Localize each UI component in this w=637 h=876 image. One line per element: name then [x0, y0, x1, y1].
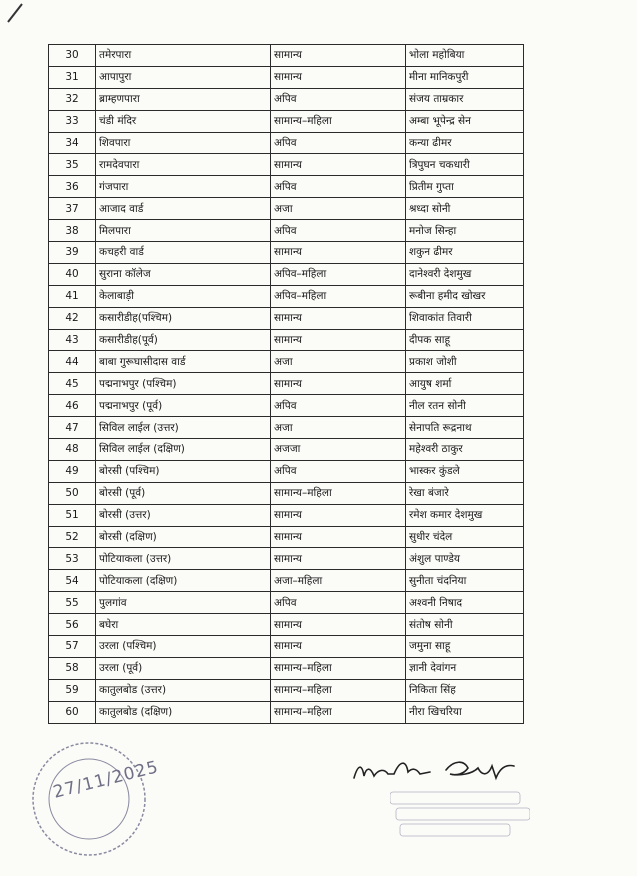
table-row [49, 482, 524, 504]
reservation-category: सामान्य–महिला [271, 701, 406, 723]
table-row [49, 504, 524, 526]
reservation-category: सामान्य–महिला [271, 679, 406, 701]
reservation-category: सामान्य [271, 329, 406, 351]
ward-number: 53 [49, 548, 96, 570]
ward-name: कातुलबोड (उत्तर) [96, 679, 271, 701]
reservation-category: अजा [271, 198, 406, 220]
ward-number: 55 [49, 592, 96, 614]
member-name: रूबीना हमीद खोखर [406, 285, 524, 307]
handwritten-signature [350, 750, 520, 790]
reservation-category: सामान्य–महिला [271, 482, 406, 504]
member-name: शिवाकांत तिवारी [406, 307, 524, 329]
ward-number: 47 [49, 417, 96, 439]
member-name: संजय ताम्रकार [406, 88, 524, 110]
reservation-category: अपिव–महिला [271, 285, 406, 307]
member-name: ज्ञानी देवांगन [406, 657, 524, 679]
ward-name: कातुलबोड (दक्षिण) [96, 701, 271, 723]
reservation-category: अजा–महिला [271, 570, 406, 592]
member-name: रमेश कमार देशमुख [406, 504, 524, 526]
table-row [49, 679, 524, 701]
ward-number: 49 [49, 460, 96, 482]
table-row [49, 460, 524, 482]
ward-name: पुलगांव [96, 592, 271, 614]
ward-reservation-table [48, 44, 524, 724]
ward-name: तमेरपारा [96, 45, 271, 67]
member-name: संतोष सोनी [406, 614, 524, 636]
table-row [49, 66, 524, 88]
ward-name: बाबा गुरूघासीदास वार्ड [96, 351, 271, 373]
ward-number: 32 [49, 88, 96, 110]
ward-name: बघेरा [96, 614, 271, 636]
member-name: त्रिपुघन चकधारी [406, 154, 524, 176]
ward-number: 48 [49, 439, 96, 461]
table-row [49, 263, 524, 285]
ward-name: रामदेवपारा [96, 154, 271, 176]
seal-date: 27/11/2025 [51, 757, 161, 803]
reservation-category: सामान्य–महिला [271, 110, 406, 132]
ward-name: बोरसी (पश्चिम) [96, 460, 271, 482]
member-name: सुनीता चंदनिया [406, 570, 524, 592]
reservation-category: अजजा [271, 439, 406, 461]
ward-number: 59 [49, 679, 96, 701]
table-row [49, 526, 524, 548]
ward-number: 58 [49, 657, 96, 679]
reservation-category: सामान्य [271, 154, 406, 176]
ward-number: 30 [49, 45, 96, 67]
ward-number: 35 [49, 154, 96, 176]
table-row [49, 548, 524, 570]
ward-name: सुराना कॉलेज [96, 263, 271, 285]
reservation-category: सामान्य [271, 614, 406, 636]
ward-number: 38 [49, 220, 96, 242]
official-seal [30, 740, 148, 858]
ward-number: 42 [49, 307, 96, 329]
member-name: नील रतन सोनी [406, 395, 524, 417]
ward-name: उरला (पूर्व) [96, 657, 271, 679]
table-row [49, 657, 524, 679]
table-row [49, 132, 524, 154]
ward-number: 56 [49, 614, 96, 636]
ward-number: 54 [49, 570, 96, 592]
table-body [49, 45, 524, 724]
ward-number: 31 [49, 66, 96, 88]
ward-name: पद्मनाभपुर (पूर्व) [96, 395, 271, 417]
reservation-category: सामान्य–महिला [271, 657, 406, 679]
reservation-category: सामान्य [271, 548, 406, 570]
reservation-category: सामान्य [271, 526, 406, 548]
reservation-category: सामान्य [271, 242, 406, 264]
page-corner-mark [0, 0, 637, 40]
ward-name: केलाबाड़ी [96, 285, 271, 307]
member-name: अम्बा भूपेन्द्र सेन [406, 110, 524, 132]
ward-number: 33 [49, 110, 96, 132]
ward-name: आजाद वार्ड [96, 198, 271, 220]
reservation-category: अपिव [271, 88, 406, 110]
ward-number: 40 [49, 263, 96, 285]
member-name: अश्वनी निषाद [406, 592, 524, 614]
designation-stamp [390, 790, 530, 838]
reservation-category: अपिव [271, 132, 406, 154]
member-name: भोला महोबिया [406, 45, 524, 67]
table-row [49, 373, 524, 395]
ward-number: 41 [49, 285, 96, 307]
table-row [49, 110, 524, 132]
table-row [49, 395, 524, 417]
ward-name: सिविल लाईल (उत्तर) [96, 417, 271, 439]
ward-name: कचहरी वार्ड [96, 242, 271, 264]
member-name: भास्कर कुंडले [406, 460, 524, 482]
reservation-category: अजा [271, 351, 406, 373]
ward-name: सिविल लाईल (दक्षिण) [96, 439, 271, 461]
member-name: अंशुल पाण्डेय [406, 548, 524, 570]
reservation-category: सामान्य [271, 307, 406, 329]
table-row [49, 570, 524, 592]
table-row [49, 614, 524, 636]
ward-number: 34 [49, 132, 96, 154]
member-name: निकिता सिंह [406, 679, 524, 701]
ward-name: पोटियाकला (दक्षिण) [96, 570, 271, 592]
ward-name: बोरसी (उत्तर) [96, 504, 271, 526]
member-name: रेखा बंजारे [406, 482, 524, 504]
table-row [49, 351, 524, 373]
table-row [49, 176, 524, 198]
member-name: दानेश्वरी देशमुख [406, 263, 524, 285]
table-row [49, 329, 524, 351]
table-row [49, 45, 524, 67]
reservation-category: अपिव [271, 220, 406, 242]
ward-number: 57 [49, 636, 96, 658]
reservation-category: सामान्य [271, 66, 406, 88]
table-row [49, 220, 524, 242]
table-row [49, 242, 524, 264]
ward-name: कसारीडीह(पश्चिम) [96, 307, 271, 329]
member-name: मीना मानिकपुरी [406, 66, 524, 88]
member-name: शकुन ढीमर [406, 242, 524, 264]
ward-name: कसारीडीह(पूर्व) [96, 329, 271, 351]
table-row [49, 88, 524, 110]
member-name: सुधीर चंदेल [406, 526, 524, 548]
member-name: महेश्वरी ठाकुर [406, 439, 524, 461]
ward-name: चंडी मंदिर [96, 110, 271, 132]
ward-number: 39 [49, 242, 96, 264]
table-row [49, 285, 524, 307]
reservation-category: सामान्य [271, 636, 406, 658]
ward-number: 52 [49, 526, 96, 548]
ward-number: 51 [49, 504, 96, 526]
member-name: प्रितीम गुप्ता [406, 176, 524, 198]
reservation-category: अपिव [271, 395, 406, 417]
reservation-category: सामान्य [271, 373, 406, 395]
table-row [49, 417, 524, 439]
table-row [49, 198, 524, 220]
reservation-category: सामान्य [271, 504, 406, 526]
reservation-category: अपिव–महिला [271, 263, 406, 285]
reservation-category: अपिव [271, 592, 406, 614]
ward-number: 46 [49, 395, 96, 417]
reservation-category: सामान्य [271, 45, 406, 67]
member-name: नीरा खिचरिया [406, 701, 524, 723]
ward-name: आपापुरा [96, 66, 271, 88]
ward-name: बोरसी (दक्षिण) [96, 526, 271, 548]
ward-number: 45 [49, 373, 96, 395]
ward-number: 36 [49, 176, 96, 198]
ward-name: पोटियाकला (उत्तर) [96, 548, 271, 570]
ward-number: 60 [49, 701, 96, 723]
reservation-category: अपिव [271, 176, 406, 198]
member-name: प्रकाश जोशी [406, 351, 524, 373]
table-row [49, 636, 524, 658]
ward-name: गंजपारा [96, 176, 271, 198]
table-row [49, 307, 524, 329]
reservation-category: अजा [271, 417, 406, 439]
member-name: जमुना साहू [406, 636, 524, 658]
ward-number: 44 [49, 351, 96, 373]
ward-number: 43 [49, 329, 96, 351]
member-name: आयुष शर्मा [406, 373, 524, 395]
ward-number: 37 [49, 198, 96, 220]
ward-name: ब्राम्हणपारा [96, 88, 271, 110]
table-row [49, 439, 524, 461]
ward-name: बोरसी (पूर्व) [96, 482, 271, 504]
member-name: दीपक साहू [406, 329, 524, 351]
member-name: श्रध्दा सोनी [406, 198, 524, 220]
ward-name: पद्मनाभपुर (पश्चिम) [96, 373, 271, 395]
member-name: कन्या ढीमर [406, 132, 524, 154]
ward-name: शिवपारा [96, 132, 271, 154]
ward-name: मिलपारा [96, 220, 271, 242]
reservation-category: अपिव [271, 460, 406, 482]
ward-number: 50 [49, 482, 96, 504]
member-name: सेनापति रूद्रनाथ [406, 417, 524, 439]
table-row [49, 701, 524, 723]
ward-name: उरला (पश्चिम) [96, 636, 271, 658]
table-row [49, 592, 524, 614]
member-name: मनोज सिन्हा [406, 220, 524, 242]
table-row [49, 154, 524, 176]
